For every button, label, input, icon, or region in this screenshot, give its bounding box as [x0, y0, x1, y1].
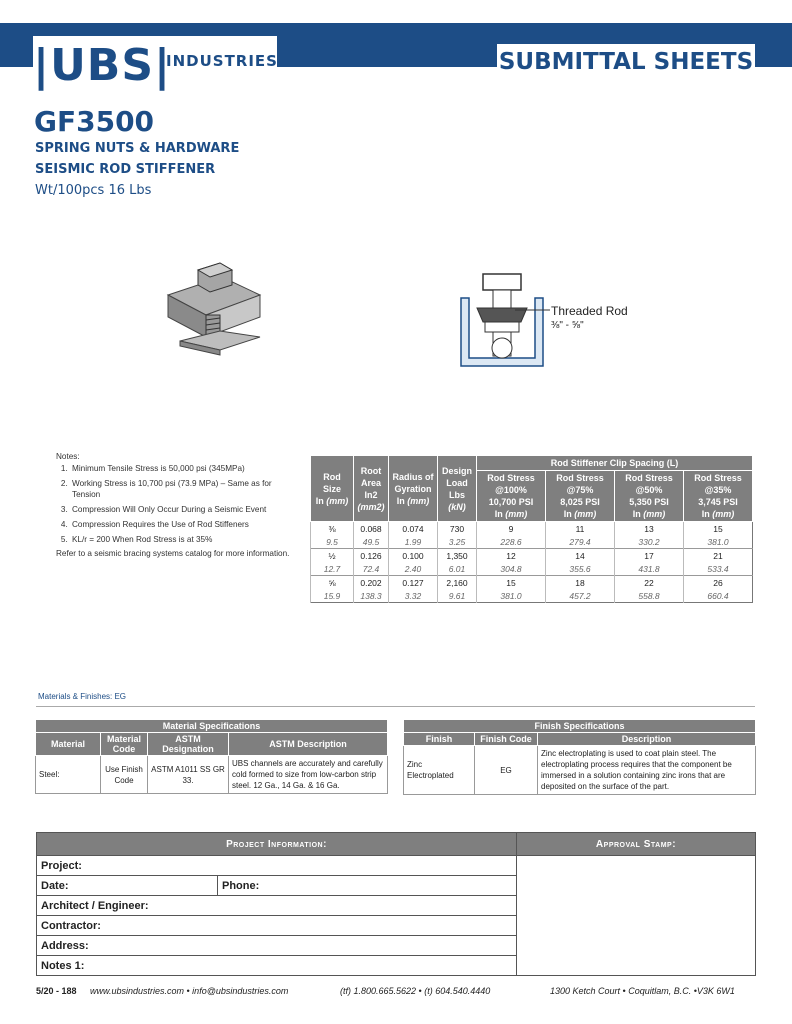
diagram-callout-size: ⅜" - ⅝": [551, 320, 584, 331]
product-weight: Wt/100pcs 16 Lbs: [35, 183, 152, 198]
table-title: Material Specifications: [36, 720, 388, 733]
table-row: [311, 589, 753, 603]
table-cell: 13: [615, 522, 684, 536]
table-cell: 3.25: [438, 535, 477, 549]
note-item: 2. Working Stress is 10,700 psi (73.9 MPa) – Same as for Tension: [70, 478, 296, 500]
finish-spec-table: [403, 719, 756, 795]
footer-web[interactable]: www.ubsindustries.com • info@ubsindustries.com: [90, 986, 289, 996]
product-code: GF3500: [34, 105, 155, 138]
divider: [36, 706, 755, 707]
table-cell: 15: [684, 522, 753, 536]
date-field[interactable]: Date:: [37, 876, 218, 896]
col-header: Material Code: [101, 733, 148, 756]
table-cell: 15.9: [311, 589, 354, 603]
product-category: SPRING NUTS & HARDWARE: [35, 141, 240, 156]
contractor-field[interactable]: Contractor:: [37, 916, 517, 936]
finish-cell: Zinc Electroplated: [404, 746, 475, 795]
col-header: ASTM Description: [229, 733, 388, 756]
rod-spacing-table: [310, 455, 753, 603]
notes-heading: Notes:: [56, 452, 80, 461]
col-header: Design Load Lbs (kN): [438, 456, 477, 522]
material-cell: Steel:: [36, 756, 101, 794]
table-cell: 9.5: [311, 535, 354, 549]
table-cell: 49.5: [354, 535, 389, 549]
table-cell: 0.074: [389, 522, 438, 536]
col-header: Root Area In2 (mm2): [354, 456, 389, 522]
table-cell: 0.127: [389, 576, 438, 590]
notes-field[interactable]: Notes 1:: [37, 956, 517, 976]
table-cell: 558.8: [615, 589, 684, 603]
table-cell: 0.126: [354, 549, 389, 563]
col-header: ASTM Designation: [148, 733, 229, 756]
table-cell: 431.8: [615, 562, 684, 576]
project-info-header: Project Information:: [37, 833, 517, 856]
table-cell: 660.4: [684, 589, 753, 603]
table-cell: 279.4: [546, 535, 615, 549]
material-code-cell: Use Finish Code: [101, 756, 148, 794]
phone-field[interactable]: Phone:: [218, 876, 517, 896]
table-row: [311, 562, 753, 576]
table-cell: 22: [615, 576, 684, 590]
table-cell: ⅜: [311, 522, 354, 536]
table-cell: 17: [615, 549, 684, 563]
project-field[interactable]: Project:: [37, 856, 517, 876]
col-header: Material: [36, 733, 101, 756]
logo-industries: INDUSTRIES: [166, 52, 278, 70]
approval-stamp-header: Approval Stamp:: [517, 833, 756, 856]
spacing-header: Rod Stress @50% 5,350 PSI In (mm): [615, 471, 684, 522]
table-row: [311, 549, 753, 563]
table-cell: 2.40: [389, 562, 438, 576]
col-header: Finish: [404, 733, 475, 746]
table-cell: 15: [477, 576, 546, 590]
material-spec-table: [35, 719, 388, 794]
finish-code-cell: EG: [475, 746, 538, 795]
section-diagram: [455, 270, 550, 372]
table-cell: ½: [311, 549, 354, 563]
table-row: [311, 576, 753, 590]
table-cell: 18: [546, 576, 615, 590]
astm-description-cell: UBS channels are accurately and carefully cold formed to size from low-carbon strip steel. 12 Ga., 14 Ga. & 16 Ga.: [229, 756, 388, 794]
notes-list: [56, 463, 296, 545]
project-info-table: [36, 832, 756, 976]
astm-cell: ASTM A1011 SS GR 33.: [148, 756, 229, 794]
note-item: 3. Compression Will Only Occur During a Seismic Event: [70, 504, 296, 515]
table-cell: 0.202: [354, 576, 389, 590]
table-cell: 21: [684, 549, 753, 563]
col-header: Rod Size In (mm): [311, 456, 354, 522]
finish-description-cell: Zinc electroplating is used to coat plain steel. The electroplating process requires that the component be immersed in a solution containing zinc irons that are deposited on the surface of the part.: [538, 746, 756, 795]
table-cell: 330.2: [615, 535, 684, 549]
table-cell: 6.01: [438, 562, 477, 576]
materials-caption: Materials & Finishes: EG: [38, 692, 127, 701]
table-cell: 138.3: [354, 589, 389, 603]
table-title: Finish Specifications: [404, 720, 756, 733]
table-cell: 26: [684, 576, 753, 590]
product-illustration: [160, 255, 270, 370]
group-header: Rod Stiffener Clip Spacing (L): [477, 456, 753, 471]
table-cell: 2,160: [438, 576, 477, 590]
notes-block: [56, 451, 296, 559]
notes-refer: Refer to a seismic bracing systems catalog for more information.: [56, 549, 290, 558]
table-cell: 3.32: [389, 589, 438, 603]
page-title: SUBMITTAL SHEETS: [498, 49, 754, 75]
table-cell: 381.0: [684, 535, 753, 549]
table-cell: 730: [438, 522, 477, 536]
table-cell: 72.4: [354, 562, 389, 576]
table-cell: 0.068: [354, 522, 389, 536]
spacing-header: Rod Stress @100% 10,700 PSI In (mm): [477, 471, 546, 522]
table-cell: 12: [477, 549, 546, 563]
table-cell: 304.8: [477, 562, 546, 576]
col-header: Finish Code: [475, 733, 538, 746]
note-item: 1. Minimum Tensile Stress is 50,000 psi (345MPa): [70, 463, 296, 474]
spacing-header: Rod Stress @75% 8,025 PSI In (mm): [546, 471, 615, 522]
footer-page: 5/20 - 188: [36, 986, 77, 996]
table-cell: 533.4: [684, 562, 753, 576]
table-cell: ⅝: [311, 576, 354, 590]
footer-phones: (tf) 1.800.665.5622 • (t) 604.540.4440: [340, 986, 491, 996]
footer-address: 1300 Ketch Court • Coquitlam, B.C. •V3K 6W1: [550, 986, 735, 996]
table-cell: 9.61: [438, 589, 477, 603]
table-cell: 228.6: [477, 535, 546, 549]
table-cell: 1.99: [389, 535, 438, 549]
diagram-callout-label: Threaded Rod: [551, 304, 628, 318]
approval-stamp-area: [517, 856, 756, 976]
product-name: SEISMIC ROD STIFFENER: [35, 162, 216, 177]
col-header: Radius of Gyration In (mm): [389, 456, 438, 522]
spacing-header: Rod Stress @35% 3,745 PSI In (mm): [684, 471, 753, 522]
table-cell: 12.7: [311, 562, 354, 576]
note-item: 4. Compression Requires the Use of Rod Stiffeners: [70, 519, 296, 530]
table-cell: 0.100: [389, 549, 438, 563]
table-row: [311, 522, 753, 536]
note-item: 5. KL/r = 200 When Rod Stress is at 35%: [70, 534, 296, 545]
table-cell: 9: [477, 522, 546, 536]
table-cell: 14: [546, 549, 615, 563]
table-cell: 1,350: [438, 549, 477, 563]
architect-field[interactable]: Architect / Engineer:: [37, 896, 517, 916]
table-cell: 381.0: [477, 589, 546, 603]
logo-ubs: |UBS|: [33, 40, 172, 91]
table-row: [311, 535, 753, 549]
table-cell: 457.2: [546, 589, 615, 603]
address-field[interactable]: Address:: [37, 936, 517, 956]
col-header: Description: [538, 733, 756, 746]
table-cell: 11: [546, 522, 615, 536]
table-cell: 355.6: [546, 562, 615, 576]
